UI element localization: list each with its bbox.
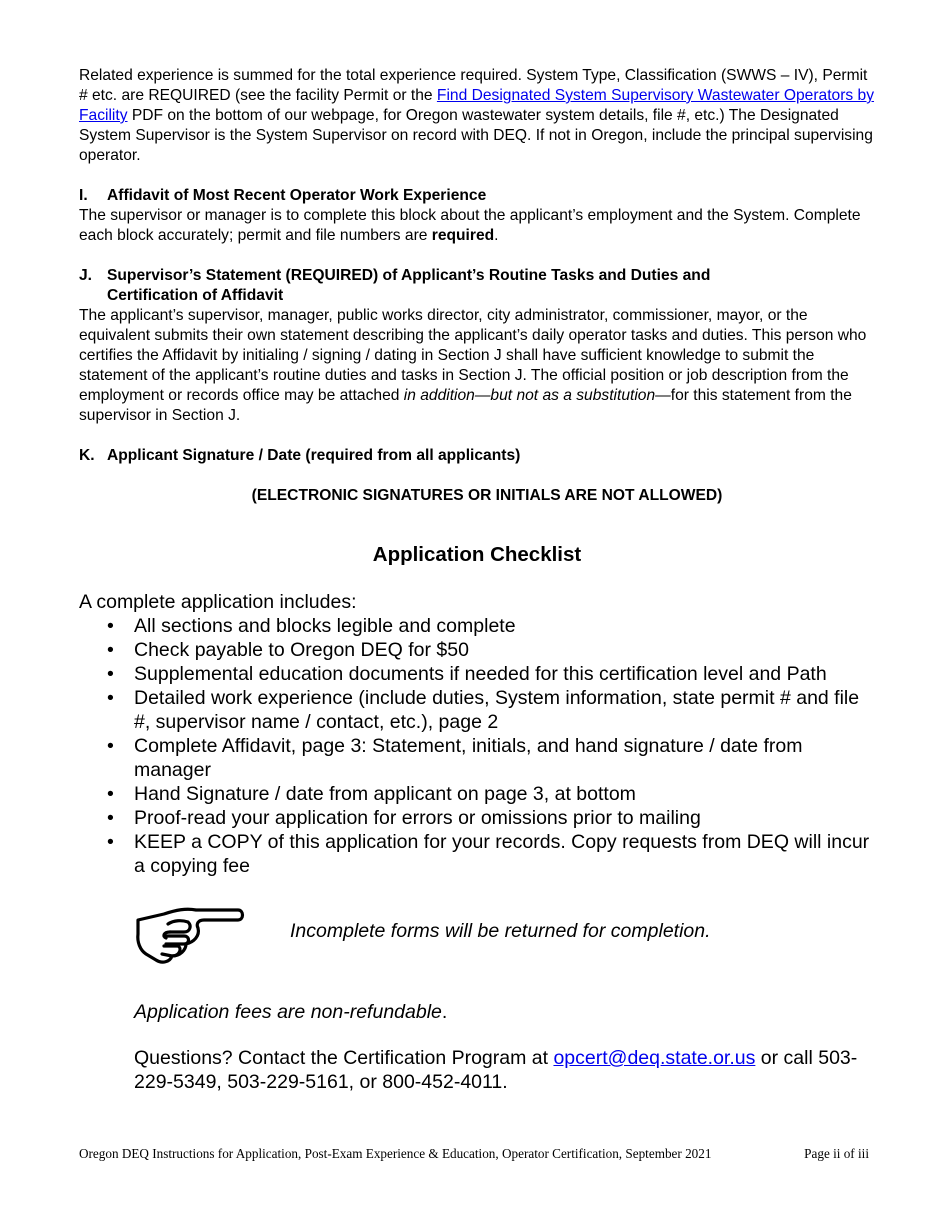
section-j-heading bbox=[79, 266, 875, 306]
checklist-item-text: Supplemental education documents if needed for this certification level and Path bbox=[134, 663, 827, 685]
checklist-item-text: Detailed work experience (include duties, System information, state permit # and file #, supervisor name / contact, etc.), page 2 bbox=[134, 687, 860, 733]
section-i-letter: I. bbox=[79, 187, 88, 204]
section-k-letter: K. bbox=[79, 447, 95, 464]
checklist-item-text: Hand Signature / date from applicant on page 3, at bottom bbox=[134, 783, 636, 805]
checklist-item bbox=[79, 806, 875, 830]
section-j-title bbox=[107, 266, 710, 306]
checklist-item bbox=[79, 734, 875, 782]
section-j-italic: in addition—but not as a substitution— bbox=[403, 387, 671, 404]
checklist-items bbox=[79, 614, 875, 878]
bullet: • bbox=[107, 831, 114, 853]
electronic-signature-note: (ELECTRONIC SIGNATURES OR INITIALS ARE NOT ALLOWED) bbox=[251, 487, 723, 504]
checklist-item bbox=[79, 782, 875, 806]
pointing-hand-icon bbox=[134, 906, 246, 966]
questions-text-2: or call 503-229-5349, 503-229-5161, or 800-452-4011. bbox=[134, 1047, 858, 1093]
checklist-item-text: Complete Affidavit, page 3: Statement, initials, and hand signature / date from manager bbox=[134, 735, 803, 781]
checklist-item-text: Check payable to Oregon DEQ for $50 bbox=[134, 639, 469, 661]
checklist-item-text: KEEP a COPY of this application for your records. Copy requests from DEQ will incur a copying fee bbox=[134, 831, 870, 877]
footer-title: Oregon DEQ Instructions for Application, Post-Exam Experience & Education, Operator Certification, September 2021 bbox=[79, 1146, 712, 1161]
section-k-heading bbox=[79, 446, 875, 466]
facility-list-link[interactable]: Find Designated System Supervisory Wastewater Operators by Facility bbox=[79, 87, 875, 124]
checklist-title: Application Checklist bbox=[372, 543, 582, 566]
bullet: • bbox=[107, 735, 114, 757]
fees-note bbox=[79, 1000, 875, 1024]
page-footer bbox=[79, 1146, 869, 1162]
questions-text-1: Questions? Contact the Certification Program at bbox=[134, 1047, 554, 1069]
bullet: • bbox=[107, 807, 114, 829]
section-j-letter: J. bbox=[79, 267, 93, 284]
bullet: • bbox=[107, 639, 114, 661]
checklist-item bbox=[79, 662, 875, 686]
section-i-body bbox=[79, 206, 875, 246]
section-i-title: Affidavit of Most Recent Operator Work Experience bbox=[107, 187, 487, 204]
section-j-title-line-1: Supervisor’s Statement (REQUIRED) of Applicant’s Routine Tasks and Duties and bbox=[107, 267, 711, 284]
checklist-item bbox=[79, 686, 875, 734]
email-link[interactable]: opcert@deq.state.or.us bbox=[553, 1047, 756, 1069]
section-j-text-1: The applicant’s supervisor, manager, public works director, city administrator, commissioner, mayor, or the equivalent submits their own statement describing the applicant’s daily operator tasks and duties. This person who certifies the Affidavit by initialing / signing / dating in Section J shall have sufficient knowledge to submit the statement of the applicant’s routine duties and tasks in Section J. The official position or job description from the employment or records office may be attached bbox=[79, 307, 867, 404]
incomplete-forms-row bbox=[79, 906, 875, 976]
bullet: • bbox=[107, 615, 114, 637]
section-j-text-2: for this statement from the supervisor in Section J. bbox=[79, 387, 852, 424]
bullet: • bbox=[107, 783, 114, 805]
page-number: Page ii of iii bbox=[804, 1146, 869, 1161]
fees-note-end: . bbox=[441, 1001, 448, 1023]
section-i-heading bbox=[79, 186, 875, 206]
section-i-text-2: . bbox=[494, 227, 499, 244]
bullet: • bbox=[107, 663, 114, 685]
fees-note-italic: Application fees are non-refundable bbox=[134, 1001, 442, 1023]
page-content bbox=[79, 66, 875, 1094]
bullet: • bbox=[107, 687, 114, 709]
section-i-text-1: The supervisor or manager is to complete this block about the applicant’s employment and the System. Complete each block accurately; permit and file numbers are bbox=[79, 207, 861, 244]
checklist-item bbox=[79, 614, 875, 638]
checklist-item bbox=[79, 638, 875, 662]
checklist-item bbox=[79, 830, 875, 878]
section-j-body bbox=[79, 306, 875, 426]
intro-text-2: PDF on the bottom of our webpage, for Oregon wastewater system details, file #, etc.) The Designated System Supervisor is the System Supervisor on record with DEQ. If not in Oregon, include the principal supervising operator. bbox=[79, 107, 873, 164]
intro-paragraph bbox=[79, 66, 875, 166]
questions-paragraph bbox=[79, 1046, 875, 1094]
checklist-intro: A complete application includes: bbox=[79, 591, 357, 613]
incomplete-forms-note: Incomplete forms will be returned for completion. bbox=[290, 920, 711, 942]
intro-text-1: Related experience is summed for the total experience required. System Type, Classification (SWWS – IV), Permit # etc. are REQUIRED (see the facility Permit or the bbox=[79, 67, 868, 104]
section-k-title: Applicant Signature / Date (required from all applicants) bbox=[107, 447, 521, 464]
checklist-item-text: Proof-read your application for errors or omissions prior to mailing bbox=[134, 807, 701, 829]
checklist-item-text: All sections and blocks legible and complete bbox=[134, 615, 516, 637]
section-i-bold: required bbox=[431, 227, 495, 244]
section-j-title-line-2: Certification of Affidavit bbox=[107, 287, 284, 304]
